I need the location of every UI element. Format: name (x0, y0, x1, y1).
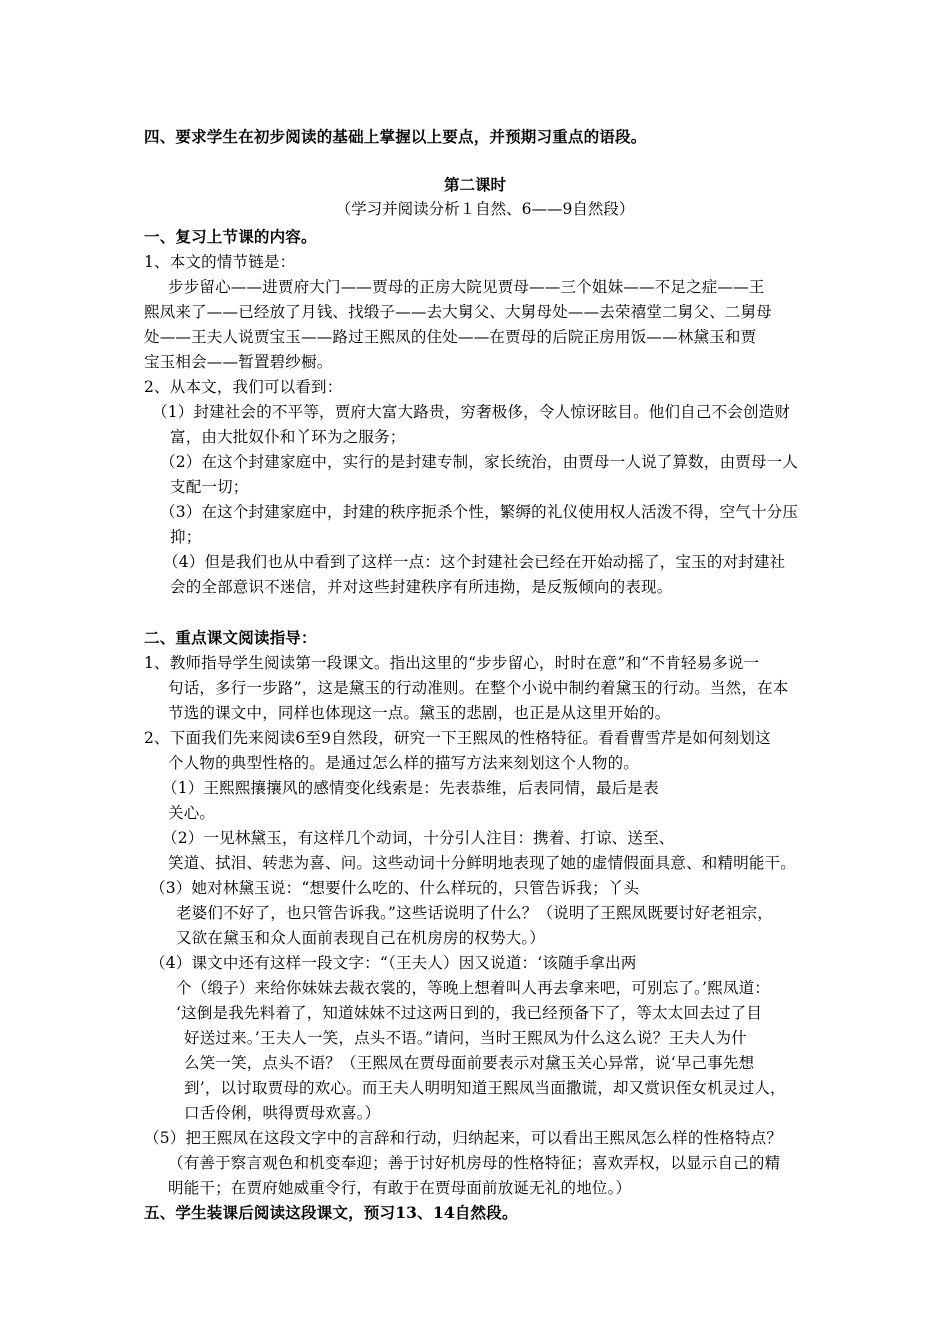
paragraph-line: 2、从本文，我们可以看到： (144, 378, 343, 396)
paragraph-line: 1、教师指导学生阅读第一段课文。指出这里的“步步留心，时时在意”和“不肯轻易多说一 (144, 654, 760, 672)
paragraph-line: 步步留心——进贾府大门——贾母的正房大院见贾母——三个姐妹——不足之症——王 (168, 278, 765, 296)
paragraph-line: 关心。 (168, 804, 216, 822)
paragraph-line: 个（缎子）来给你妹妹去裁衣裳的，等晚上想着叫人再去拿来吧，可别忘了。’熙凤道： (176, 979, 770, 997)
paragraph-line: （2）在这个封建家庭中，实行的是封建专制，家长统治，由贾母一人说了算数，由贾母一人 (160, 453, 799, 471)
paragraph-line: 么笑一笑，点头不语？（王熙凤在贾母面前要表示对黛玉关心异常，说‘早己事先想 (184, 1054, 755, 1072)
section-five-heading: 五、学生装课后阅读这段课文，预习13、14自然段。 (144, 1203, 518, 1222)
paragraph-line: 支配一切； (170, 478, 249, 496)
paragraph-line: （1）封建社会的不平等，贾府大富大路贵，穷奢极侈，令人惊讶眩目。他们自己不会创造财 (152, 403, 791, 421)
paragraph-line: （4）课文中还有这样一段文字：“（王夫人）因又说道：‘该随手拿出两 (150, 954, 637, 972)
paragraph-line: （1）王熙熙攘攘风的感情变化线索是：先表恭维，后表同情，最后是表 (162, 779, 659, 797)
paragraph-line: 1、本文的情节链是： (144, 253, 296, 271)
lesson-subtitle: （学习并阅读分析１自然、6——9自然段） (335, 200, 635, 218)
paragraph-line: 宝玉相会——暂置碧纱橱。 (144, 353, 333, 371)
paragraph-line: （有善于察言观色和机变奉迎；善于讨好机房母的性格特征；喜欢弄权，以显示自己的精 (168, 1154, 781, 1172)
paragraph-line: 抑； (170, 528, 202, 546)
section-two-heading: 二、重点课文阅读指导： (144, 628, 317, 647)
paragraph-line: （4）但是我们也从中看到了这样一点：这个封建社会已经在开始动摇了，宝玉的对封建社 (163, 553, 786, 571)
paragraph-line: 2、下面我们先来阅读6至9自然段，研究一下王熙凤的性格特征。看看曹雪芹是如何刻划这 (144, 729, 771, 747)
section-one-heading: 一、复习上节课的内容。 (144, 227, 317, 246)
paragraph-line: 节选的课文中，同样也体现这一点。黛玉的悲剧，也正是从这里开始的。 (168, 704, 671, 722)
paragraph-line: （5）把王熙凤在这段文字中的言辞和行动，归纳起来，可以看出王熙凤怎么样的性格特点？ (144, 1129, 783, 1147)
paragraph-line: 笑道、拭泪、转悲为喜、问。这些动词十分鲜明地表现了她的虚情假面具意、和精明能干。 (168, 854, 797, 872)
paragraph-line: 又欲在黛玉和众人面前表现自己在机房房的权势大。） (176, 929, 546, 947)
paragraph-line: （2）一见林黛玉，有这样几个动词，十分引人注目：携着、打谅、送至、 (162, 829, 675, 847)
paragraph-line: 个人物的典型性格的。是通过怎么样的描写方法来刻划这个人物的。 (168, 754, 640, 772)
section-four-heading: 四、要求学生在初步阅读的基础上掌握以上要点，并预期习重点的语段。 (144, 127, 647, 146)
paragraph-line: 处——王夫人说贾宝玉——路过王熙凤的住处——在贾母的后院正房用饭——林黛玉和贾 (144, 328, 757, 346)
lesson-title: 第二课时 (443, 175, 506, 194)
paragraph-line: 好送过来。’王夫人一笑，点头不语。”请问，当时王熙凤为什么这么说？王夫人为什 (184, 1029, 747, 1047)
paragraph-line: 会的全部意识不迷信，并对这些封建秩序有所违拗，是反叛倾向的表现。 (170, 578, 673, 596)
paragraph-line: 熙凤来了——已经放了月钱、找缎子——去大舅父、大舅母处——去荣禧堂二舅父、二舅母 (144, 303, 773, 321)
paragraph-line: 明能干；在贾府她威重令行，有敢于在贾母面前放诞无礼的地位。） (168, 1179, 632, 1197)
paragraph-line: （3）在这个封建家庭中，封建的秩序扼杀个性，繁缛的礼仪使用权人活泼不得，空气十分压 (160, 503, 799, 521)
paragraph-line: 富，由大批奴仆和丫环为之服务； (170, 428, 406, 446)
paragraph-line: 句话，多行一步路”，这是黛玉的行动准则。在整个小说中制约着黛玉的行动。当然，在本 (168, 679, 789, 697)
paragraph-line: ‘这倒是我先料着了，知道妹妹不过这两日到的，我已经预备下了，等太太回去过了目 (176, 1004, 763, 1022)
paragraph-line: 老婆们不好了，也只管告诉我。”这些话说明了什么？（说明了王熙凤既要讨好老祖宗， (176, 904, 773, 922)
paragraph-line: 口舌伶俐，哄得贾母欢喜。） (184, 1104, 381, 1122)
paragraph-line: （3）她对林黛玉说：“想要什么吃的、什么样玩的，只管告诉我；丫头 (150, 879, 640, 897)
paragraph-line: 到’，以讨取贾母的欢心。而王夫人明明知道王熙凤当面撒谎，却又赏识侄女机灵过人， (184, 1079, 786, 1097)
